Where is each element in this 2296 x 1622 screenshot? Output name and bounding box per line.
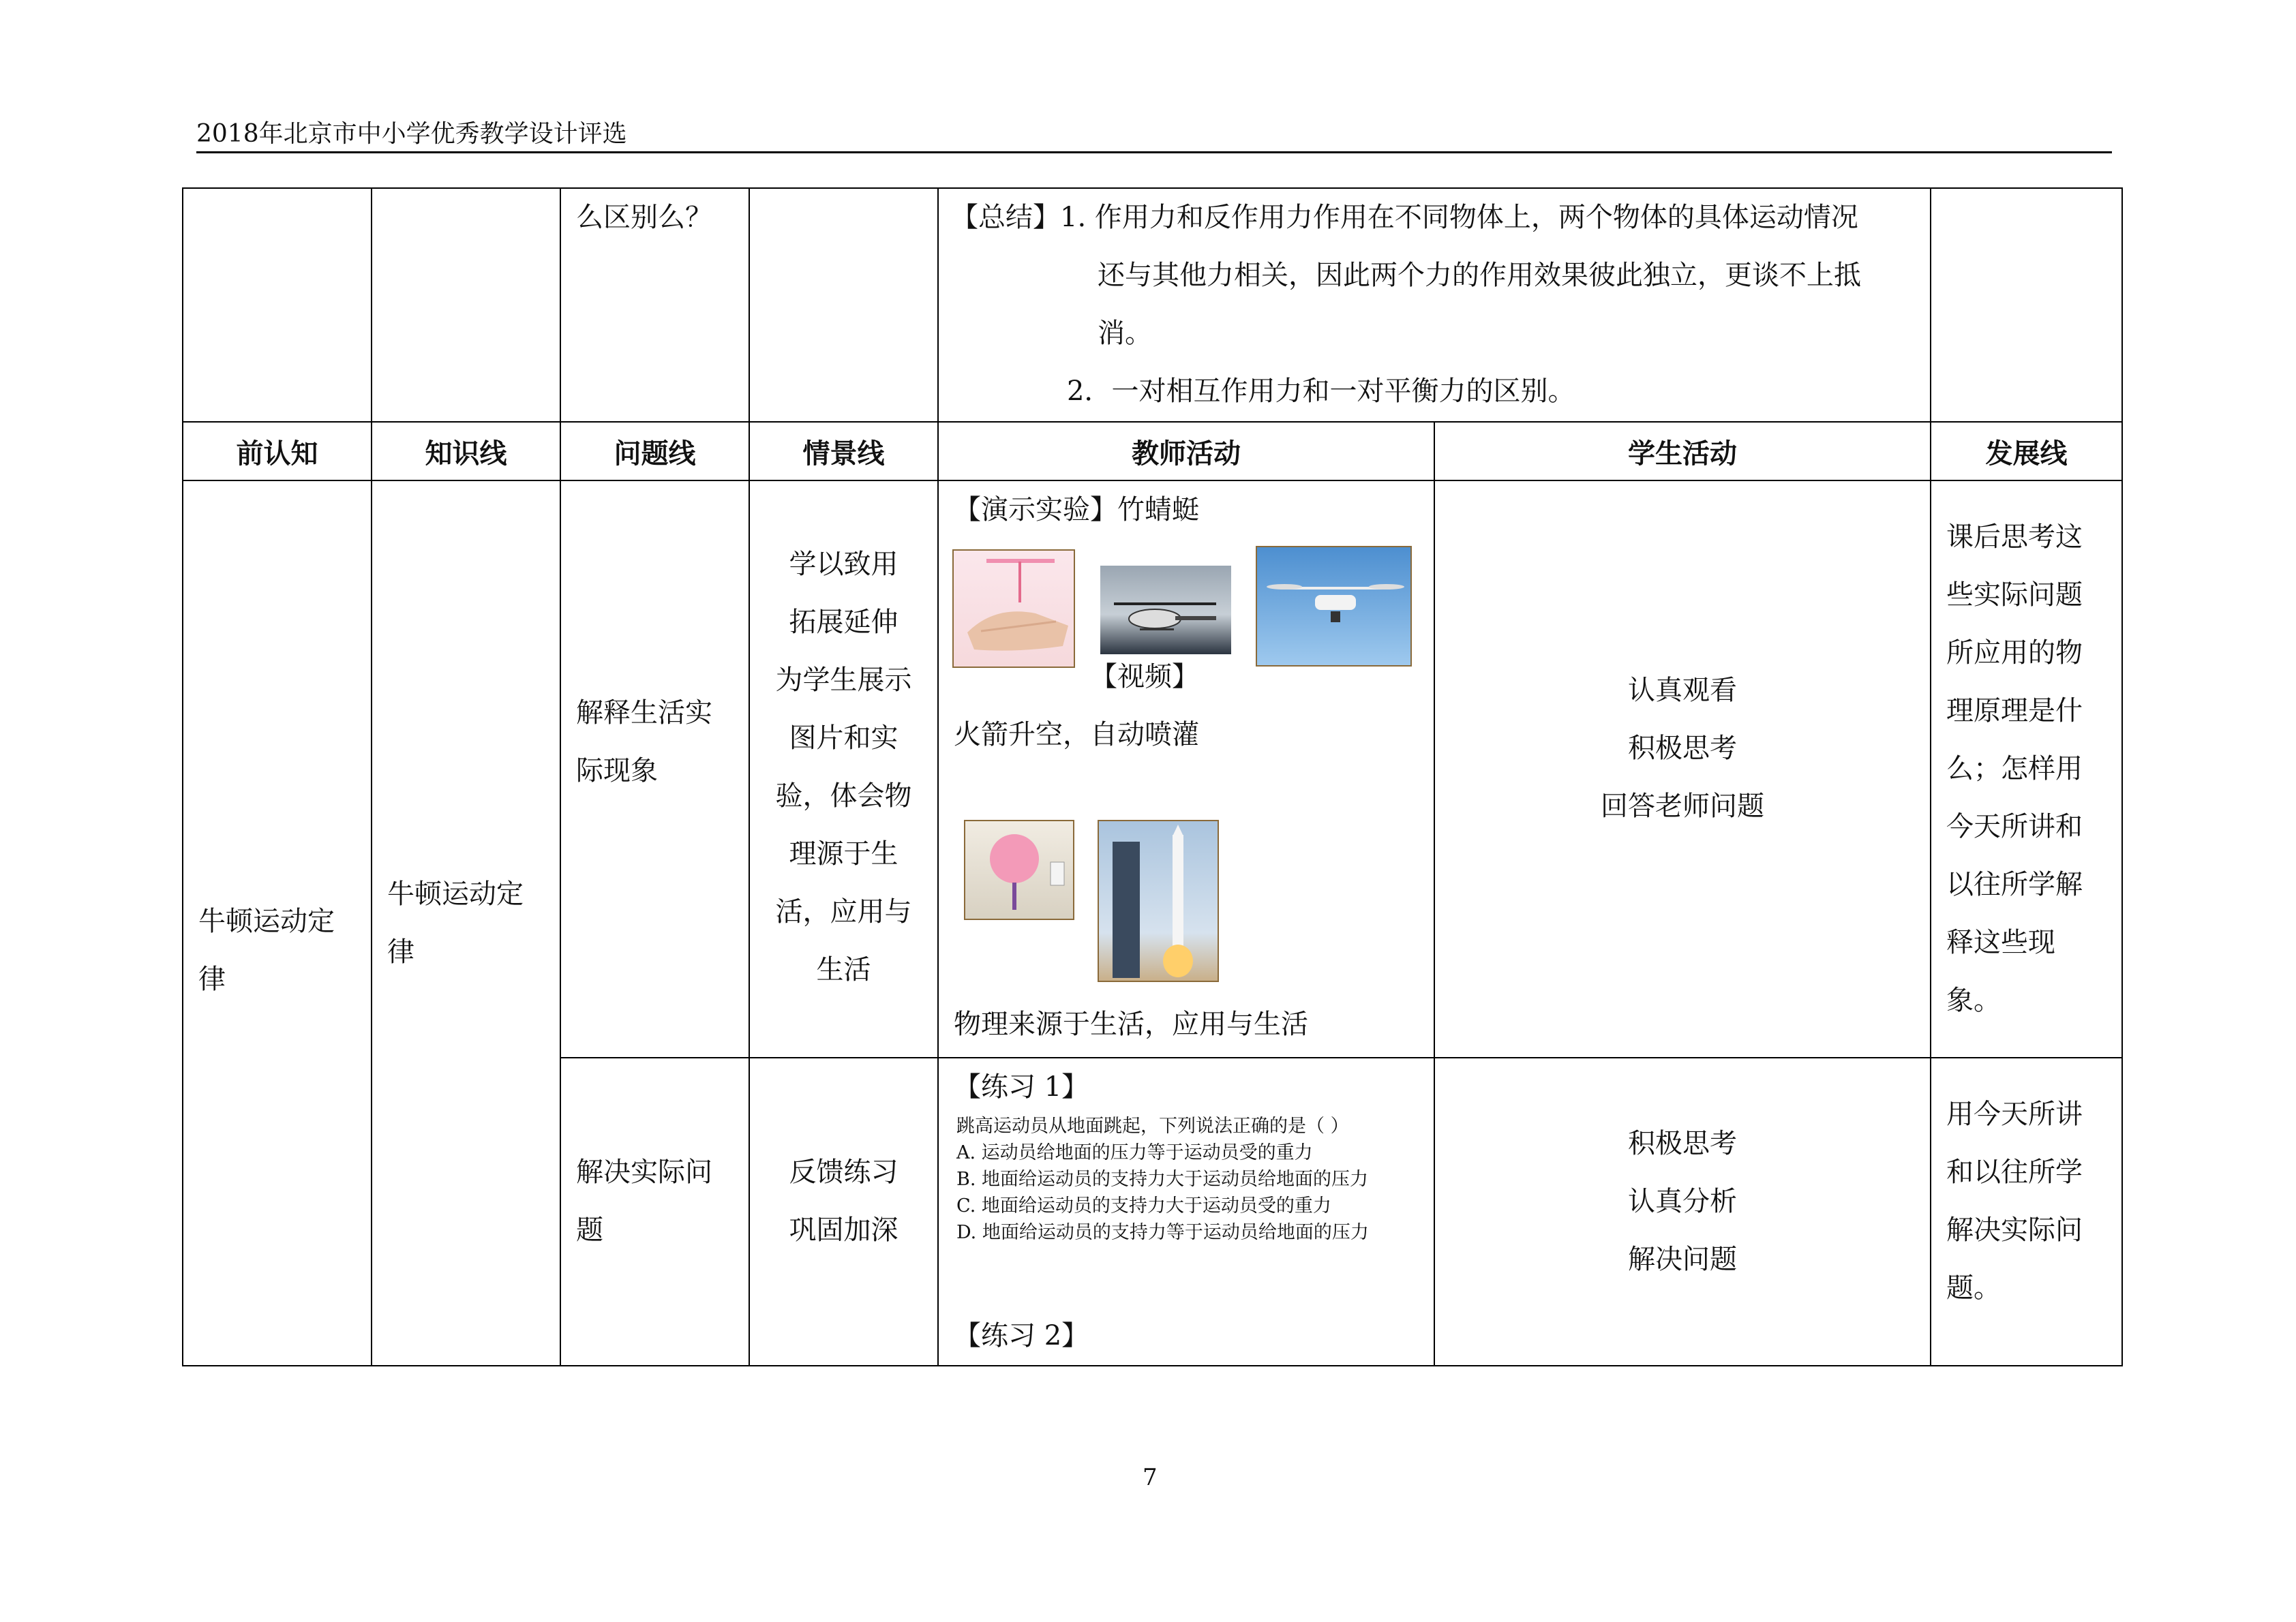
dev1-line-3: 所应用的物 [1946,637,2083,669]
dev2-line-4: 题。 [1946,1272,2001,1304]
row-explain-phenomena [183,480,2122,1058]
knowledge-line-cell [372,480,560,1366]
question-cell [560,188,749,422]
exercise1-option-b: B. 地面给运动员的支持力大于运动员给地面的压力 [956,1169,1369,1190]
summary-line-3: 消。 [1098,318,1152,349]
exercise1-title: 【练习 1】 [954,1071,1089,1103]
summary-cell [938,188,1931,422]
question1-line-1: 解释生活实 [576,697,712,729]
document-header-title: 2018年北京市中小学优秀教学设计评选 [196,120,627,148]
scene1-line-3: 为学生展示 [775,664,912,696]
student2-line-2: 认真分析 [1628,1185,1737,1217]
knowledge-line-1: 牛顿运动定 [387,878,524,910]
dev1-line-6: 今天所讲和 [1946,811,2083,842]
column-header-student: 学生活动 [1434,422,1931,480]
balloon-rocket-photo [964,820,1074,920]
scene-line-cell-2 [749,1058,938,1366]
question-line-cell-2 [560,1058,749,1366]
question-line-cell-1 [560,480,749,1058]
dev1-line-8: 释这些现 [1946,927,2055,958]
teacher-footer-text: 物理来源于生活，应用与生活 [954,1009,1308,1040]
student-activity-cell-1 [1434,480,1931,1058]
dev1-line-5: 么；怎样用 [1946,753,2083,784]
dev2-line-2: 和以往所学 [1946,1157,2083,1188]
scene1-line-8: 生活 [816,954,871,985]
column-header-scene: 情景线 [749,422,938,480]
video-description: 火箭升空，自动喷灌 [954,719,1199,750]
scene1-line-7: 活，应用与 [775,896,912,928]
summary-line-4: 2．一对相互作用力和一对平衡力的区别。 [1067,376,1575,407]
rocket-launch-photo [1098,820,1219,982]
column-header-development: 发展线 [1931,422,2122,480]
question2-line-2: 题 [576,1214,603,1246]
column-header-row [183,422,2122,480]
prior-line-2: 律 [198,963,226,995]
student1-line-2: 积极思考 [1628,733,1737,764]
dev1-line-2: 些实际问题 [1946,579,2083,611]
column-header-prior: 前认知 [183,422,372,480]
question1-line-2: 际现象 [576,754,658,786]
knowledge-cell-empty [372,188,560,422]
student2-line-1: 积极思考 [1628,1127,1737,1159]
question2-line-1: 解决实际问 [576,1157,712,1188]
exercise1-option-a: A. 运动员给地面的压力等于运动员受的重力 [956,1142,1313,1163]
student-activity-cell-2 [1434,1058,1931,1366]
summary-line-2: 还与其他力相关，因此两个力的作用效果彼此独立，更谈不上抵 [1098,260,1861,291]
prior-line-1: 牛顿运动定 [198,905,335,937]
dev2-line-3: 解决实际问 [1946,1214,2083,1246]
header-rule [196,151,2112,153]
exercise1-block [956,1113,1369,1246]
student1-line-3: 回答老师问题 [1601,791,1764,822]
scene1-line-1: 学以致用 [789,549,898,580]
summary-line-1: 【总结】1. 作用力和反作用力作用在不同物体上，两个物体的具体运动情况 [951,202,1858,233]
drone-photo [1256,546,1412,667]
dev2-line-1: 用今天所讲 [1946,1099,2083,1130]
helicopter-photo [1100,566,1231,654]
exercise1-option-c: C. 地面给运动员的支持力大于运动员受的重力 [956,1195,1331,1216]
scene2-line-1: 反馈练习 [789,1157,898,1188]
scene1-line-6: 理源于生 [789,838,898,870]
scene1-line-2: 拓展延伸 [789,607,898,638]
scene-line-cell-1 [749,480,938,1058]
development-line-cell-1 [1931,480,2122,1058]
lesson-design-table [182,187,2123,1366]
dev1-line-4: 理原理是什 [1946,695,2083,726]
column-header-knowledge: 知识线 [372,422,560,480]
exercise2-title: 【练习 2】 [954,1320,1089,1351]
column-header-teacher: 教师活动 [938,422,1434,480]
scene-cell-empty [749,188,938,422]
summary-block [939,189,1930,420]
exercise1-option-d: D. 地面给运动员的支持力等于运动员给地面的压力 [956,1222,1369,1243]
student1-line-1: 认真观看 [1628,675,1737,706]
prior-cell-empty [183,188,372,422]
exercise1-stem: 跳高运动员从地面跳起，下列说法正确的是（ ） [956,1116,1349,1137]
dev1-line-7: 以往所学解 [1946,869,2083,900]
teacher-activity-cell-2 [938,1058,1434,1366]
scene1-line-4: 图片和实 [789,722,898,754]
scene1-line-5: 验，体会物 [775,780,912,812]
development-line-cell-2 [1931,1058,2122,1366]
video-label: 【视频】 [1090,661,1199,692]
development-cell-empty [1931,188,2122,422]
dev1-line-9: 象。 [1946,985,2001,1016]
continuation-row [183,188,2122,422]
demo-experiment-label: 【演示实验】竹蜻蜓 [954,494,1199,525]
dev1-line-1: 课后思考这 [1946,521,2083,553]
page-number: 7 [1143,1464,1158,1491]
student2-line-3: 解决问题 [1628,1243,1737,1275]
knowledge-line-2: 律 [387,936,414,968]
column-header-question: 问题线 [560,422,749,480]
prior-knowledge-cell [183,480,372,1366]
question-tail-text: 么区别么？ [576,202,712,233]
teacher-activity-cell-1 [938,480,1434,1058]
bamboo-dragonfly-photo [952,549,1075,668]
scene2-line-2: 巩固加深 [789,1214,898,1246]
